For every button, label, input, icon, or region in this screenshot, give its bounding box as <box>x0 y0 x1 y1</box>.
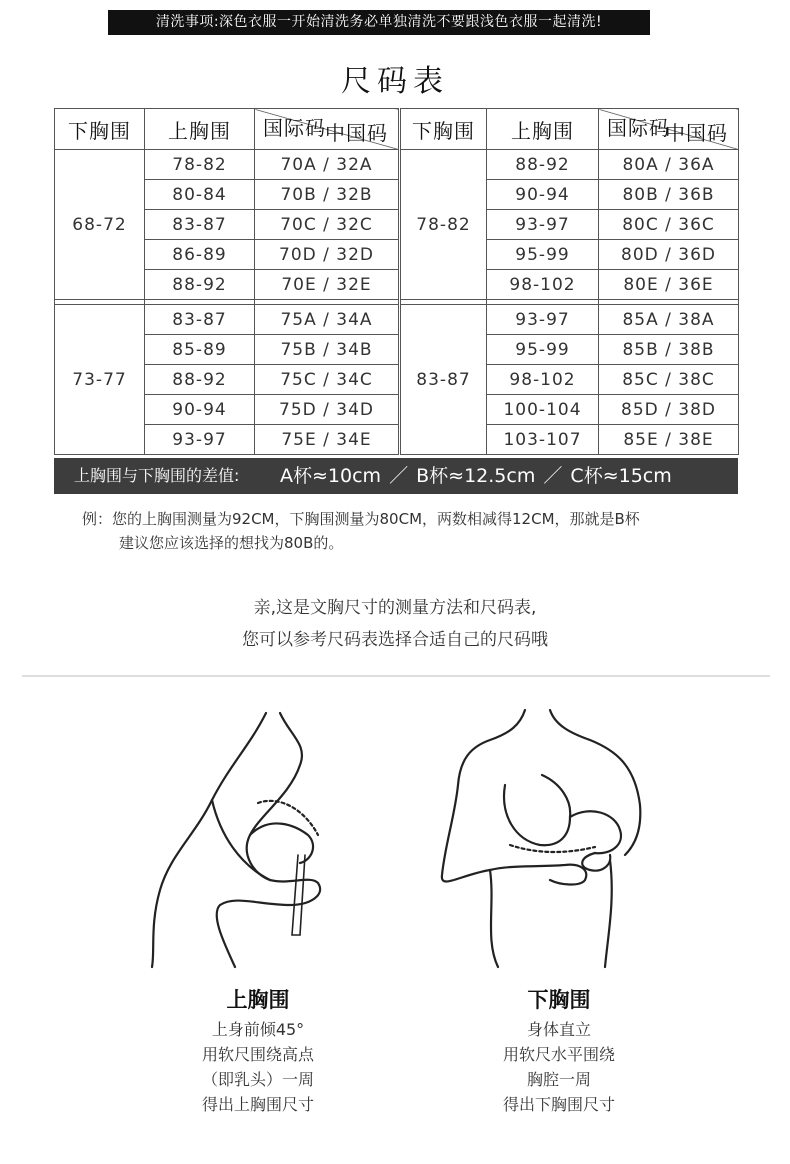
over-bust-range: 83-87 <box>145 305 255 335</box>
header-over-bust: 上胸围 <box>487 109 599 150</box>
size-code: 80E / 36E <box>599 270 739 300</box>
lower-bust-measure-illustration <box>430 705 660 970</box>
header-size-codes <box>599 109 739 150</box>
table-header-row <box>55 109 399 150</box>
lower-bust-title: 下胸围 <box>527 988 591 1012</box>
lower-bust-caption <box>449 988 669 1117</box>
difference-values: A杯≈10cm ／ B杯≈12.5cm ／ C杯≈15cm <box>280 465 672 487</box>
upper-bust-step: 得出上胸围尺寸 <box>201 1095 314 1114</box>
over-bust-range: 93-97 <box>487 305 599 335</box>
header-size-codes <box>255 109 399 150</box>
intro-text <box>0 592 790 656</box>
cup-difference-bar <box>54 458 738 494</box>
over-bust-range: 88-92 <box>487 150 599 180</box>
size-code: 85A / 38A <box>599 305 739 335</box>
size-code: 80D / 36D <box>599 240 739 270</box>
example-note <box>82 507 640 555</box>
wash-notice-banner: 清洗事项:深色衣服一开始清洗务必单独清洗不要跟浅色衣服一起清洗! <box>108 10 650 35</box>
over-bust-range: 90-94 <box>145 395 255 425</box>
header-intl-size: 国际码 <box>263 116 326 140</box>
size-code: 70D / 32D <box>255 240 399 270</box>
table-row <box>55 305 399 335</box>
over-bust-range: 98-102 <box>487 365 599 395</box>
upper-bust-caption <box>148 988 368 1117</box>
over-bust-range: 86-89 <box>145 240 255 270</box>
table-header-row <box>401 109 739 150</box>
size-code: 75E / 34E <box>255 425 399 455</box>
table-row <box>401 305 739 335</box>
size-code: 85C / 38C <box>599 365 739 395</box>
header-intl-size: 国际码 <box>607 116 670 140</box>
intro-line-1: 亲,这是文胸尺寸的测量方法和尺码表, <box>253 598 537 618</box>
page-title: 尺码表 <box>341 64 449 99</box>
size-code: 75D / 34D <box>255 395 399 425</box>
upper-bust-step: 用软尺围绕高点 <box>201 1045 314 1064</box>
over-bust-range: 93-97 <box>145 425 255 455</box>
over-bust-range: 98-102 <box>487 270 599 300</box>
size-code: 85E / 38E <box>599 425 739 455</box>
section-divider <box>22 675 770 677</box>
over-bust-range: 88-92 <box>145 270 255 300</box>
header-under-bust: 下胸围 <box>55 109 145 150</box>
example-line-1: 例：您的上胸围测量为92CM，下胸围测量为80CM，两数相减得12CM，那就是B杯 <box>82 510 640 528</box>
lower-bust-step: 得出下胸围尺寸 <box>502 1095 615 1114</box>
header-cn-size: 中国码 <box>325 121 388 145</box>
upper-bust-title: 上胸围 <box>226 988 290 1012</box>
table-row <box>55 150 399 180</box>
over-bust-range: 95-99 <box>487 335 599 365</box>
header-under-bust: 下胸围 <box>401 109 487 150</box>
lower-bust-step: 胸腔一周 <box>526 1070 591 1089</box>
lower-bust-step: 身体直立 <box>526 1020 591 1039</box>
over-bust-range: 95-99 <box>487 240 599 270</box>
size-code: 75C / 34C <box>255 365 399 395</box>
upper-bust-step: （即乳头）一周 <box>201 1070 314 1089</box>
size-code: 75B / 34B <box>255 335 399 365</box>
header-cn-size: 中国码 <box>665 121 728 145</box>
size-code: 85B / 38B <box>599 335 739 365</box>
table-row <box>401 150 739 180</box>
intro-line-2: 您可以参考尺码表选择合适自己的尺码哦 <box>242 630 548 650</box>
size-code: 70E / 32E <box>255 270 399 300</box>
under-bust-range: 83-87 <box>401 305 487 455</box>
over-bust-range: 83-87 <box>145 210 255 240</box>
over-bust-range: 90-94 <box>487 180 599 210</box>
example-line-2: 建议您应该选择的想找为80B的。 <box>119 534 344 552</box>
under-bust-range: 68-72 <box>55 150 145 300</box>
difference-label: 上胸围与下胸围的差值: <box>74 466 240 485</box>
over-bust-range: 93-97 <box>487 210 599 240</box>
over-bust-range: 80-84 <box>145 180 255 210</box>
size-code: 70C / 32C <box>255 210 399 240</box>
upper-bust-measure-illustration <box>140 705 350 970</box>
under-bust-range: 73-77 <box>55 305 145 455</box>
size-table-right <box>400 108 739 455</box>
header-over-bust: 上胸围 <box>145 109 255 150</box>
upper-bust-step: 上身前倾45° <box>211 1020 305 1039</box>
size-code: 85D / 38D <box>599 395 739 425</box>
size-code: 80C / 36C <box>599 210 739 240</box>
over-bust-range: 88-92 <box>145 365 255 395</box>
size-code: 80A / 36A <box>599 150 739 180</box>
size-code: 70B / 32B <box>255 180 399 210</box>
size-code: 75A / 34A <box>255 305 399 335</box>
size-table-left <box>54 108 399 455</box>
over-bust-range: 78-82 <box>145 150 255 180</box>
size-code: 70A / 32A <box>255 150 399 180</box>
under-bust-range: 78-82 <box>401 150 487 300</box>
lower-bust-step: 用软尺水平围绕 <box>502 1045 615 1064</box>
size-code: 80B / 36B <box>599 180 739 210</box>
over-bust-range: 103-107 <box>487 425 599 455</box>
over-bust-range: 100-104 <box>487 395 599 425</box>
over-bust-range: 85-89 <box>145 335 255 365</box>
